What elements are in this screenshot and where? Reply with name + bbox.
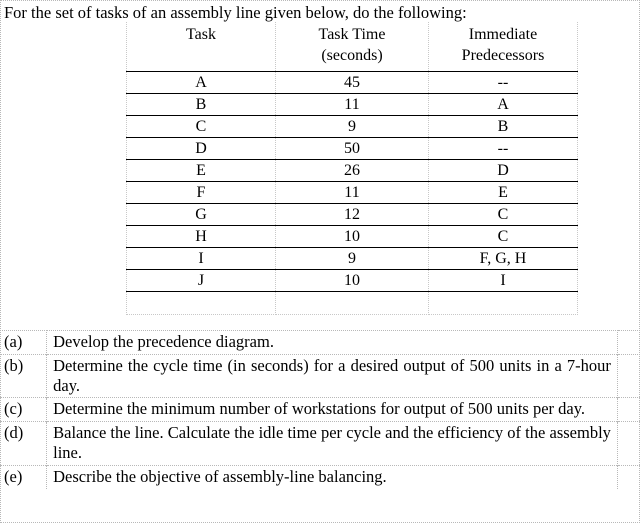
cell-pred: C	[429, 204, 578, 226]
cell-time: 26	[276, 160, 429, 182]
cell-pred: --	[429, 138, 578, 160]
intro-text: For the set of tasks of an assembly line given below, do the following:	[4, 3, 467, 22]
question-list	[0, 330, 640, 489]
cell-pred: F, G, H	[429, 248, 578, 270]
question-row	[0, 398, 640, 422]
cell-pred: B	[429, 116, 578, 138]
cell-task: H	[127, 226, 276, 248]
question-text: Describe the objective of assembly-line balancing.	[47, 465, 618, 488]
table-row	[127, 94, 578, 116]
question-label: (c)	[0, 398, 47, 422]
question-text: Determine the cycle time (in seconds) for a desired output of 500 units in a 7-hour day.	[47, 354, 618, 398]
question-text: Balance the line. Calculate the idle time per cycle and the efficiency of the assembly line.	[47, 422, 618, 466]
question-row	[0, 331, 640, 355]
cell-time: 10	[276, 226, 429, 248]
table-header-row	[127, 22, 578, 72]
cell-time: 45	[276, 72, 429, 94]
cell-task: F	[127, 182, 276, 204]
table-row	[127, 248, 578, 270]
cell-time: 9	[276, 248, 429, 270]
cell-time: 11	[276, 182, 429, 204]
cell-time: 12	[276, 204, 429, 226]
header-task: Task	[127, 22, 276, 72]
cell-task: I	[127, 248, 276, 270]
question-row	[0, 354, 640, 398]
table-row	[127, 160, 578, 182]
table-row	[127, 182, 578, 204]
question-label: (b)	[0, 354, 47, 398]
cell-task: C	[127, 116, 276, 138]
question-label: (d)	[0, 422, 47, 466]
cell-pred: C	[429, 226, 578, 248]
question-text: Develop the precedence diagram.	[47, 331, 618, 355]
table-row	[127, 116, 578, 138]
cell-pred: A	[429, 94, 578, 116]
table-row	[127, 138, 578, 160]
table-row	[127, 226, 578, 248]
table-row	[127, 204, 578, 226]
cell-task: B	[127, 94, 276, 116]
cell-pred: I	[429, 270, 578, 292]
header-predecessors: Immediate Predecessors	[429, 22, 578, 72]
cell-time: 10	[276, 270, 429, 292]
cell-task: J	[127, 270, 276, 292]
question-row	[0, 422, 640, 466]
header-task-time: Task Time (seconds)	[276, 22, 429, 72]
question-text: Determine the minimum number of workstations for output of 500 units per day.	[47, 398, 618, 422]
question-label: (a)	[0, 331, 47, 355]
cell-task: E	[127, 160, 276, 182]
cell-time: 11	[276, 94, 429, 116]
cell-time: 50	[276, 138, 429, 160]
question-label: (e)	[0, 465, 47, 488]
cell-task: D	[127, 138, 276, 160]
table-row	[127, 270, 578, 292]
cell-pred: E	[429, 182, 578, 204]
cell-time: 9	[276, 116, 429, 138]
task-table	[126, 22, 578, 315]
cell-task: G	[127, 204, 276, 226]
table-row	[127, 72, 578, 94]
table-blank-row	[127, 292, 578, 315]
question-row	[0, 465, 640, 488]
cell-pred: D	[429, 160, 578, 182]
cell-task: A	[127, 72, 276, 94]
cell-pred: --	[429, 72, 578, 94]
